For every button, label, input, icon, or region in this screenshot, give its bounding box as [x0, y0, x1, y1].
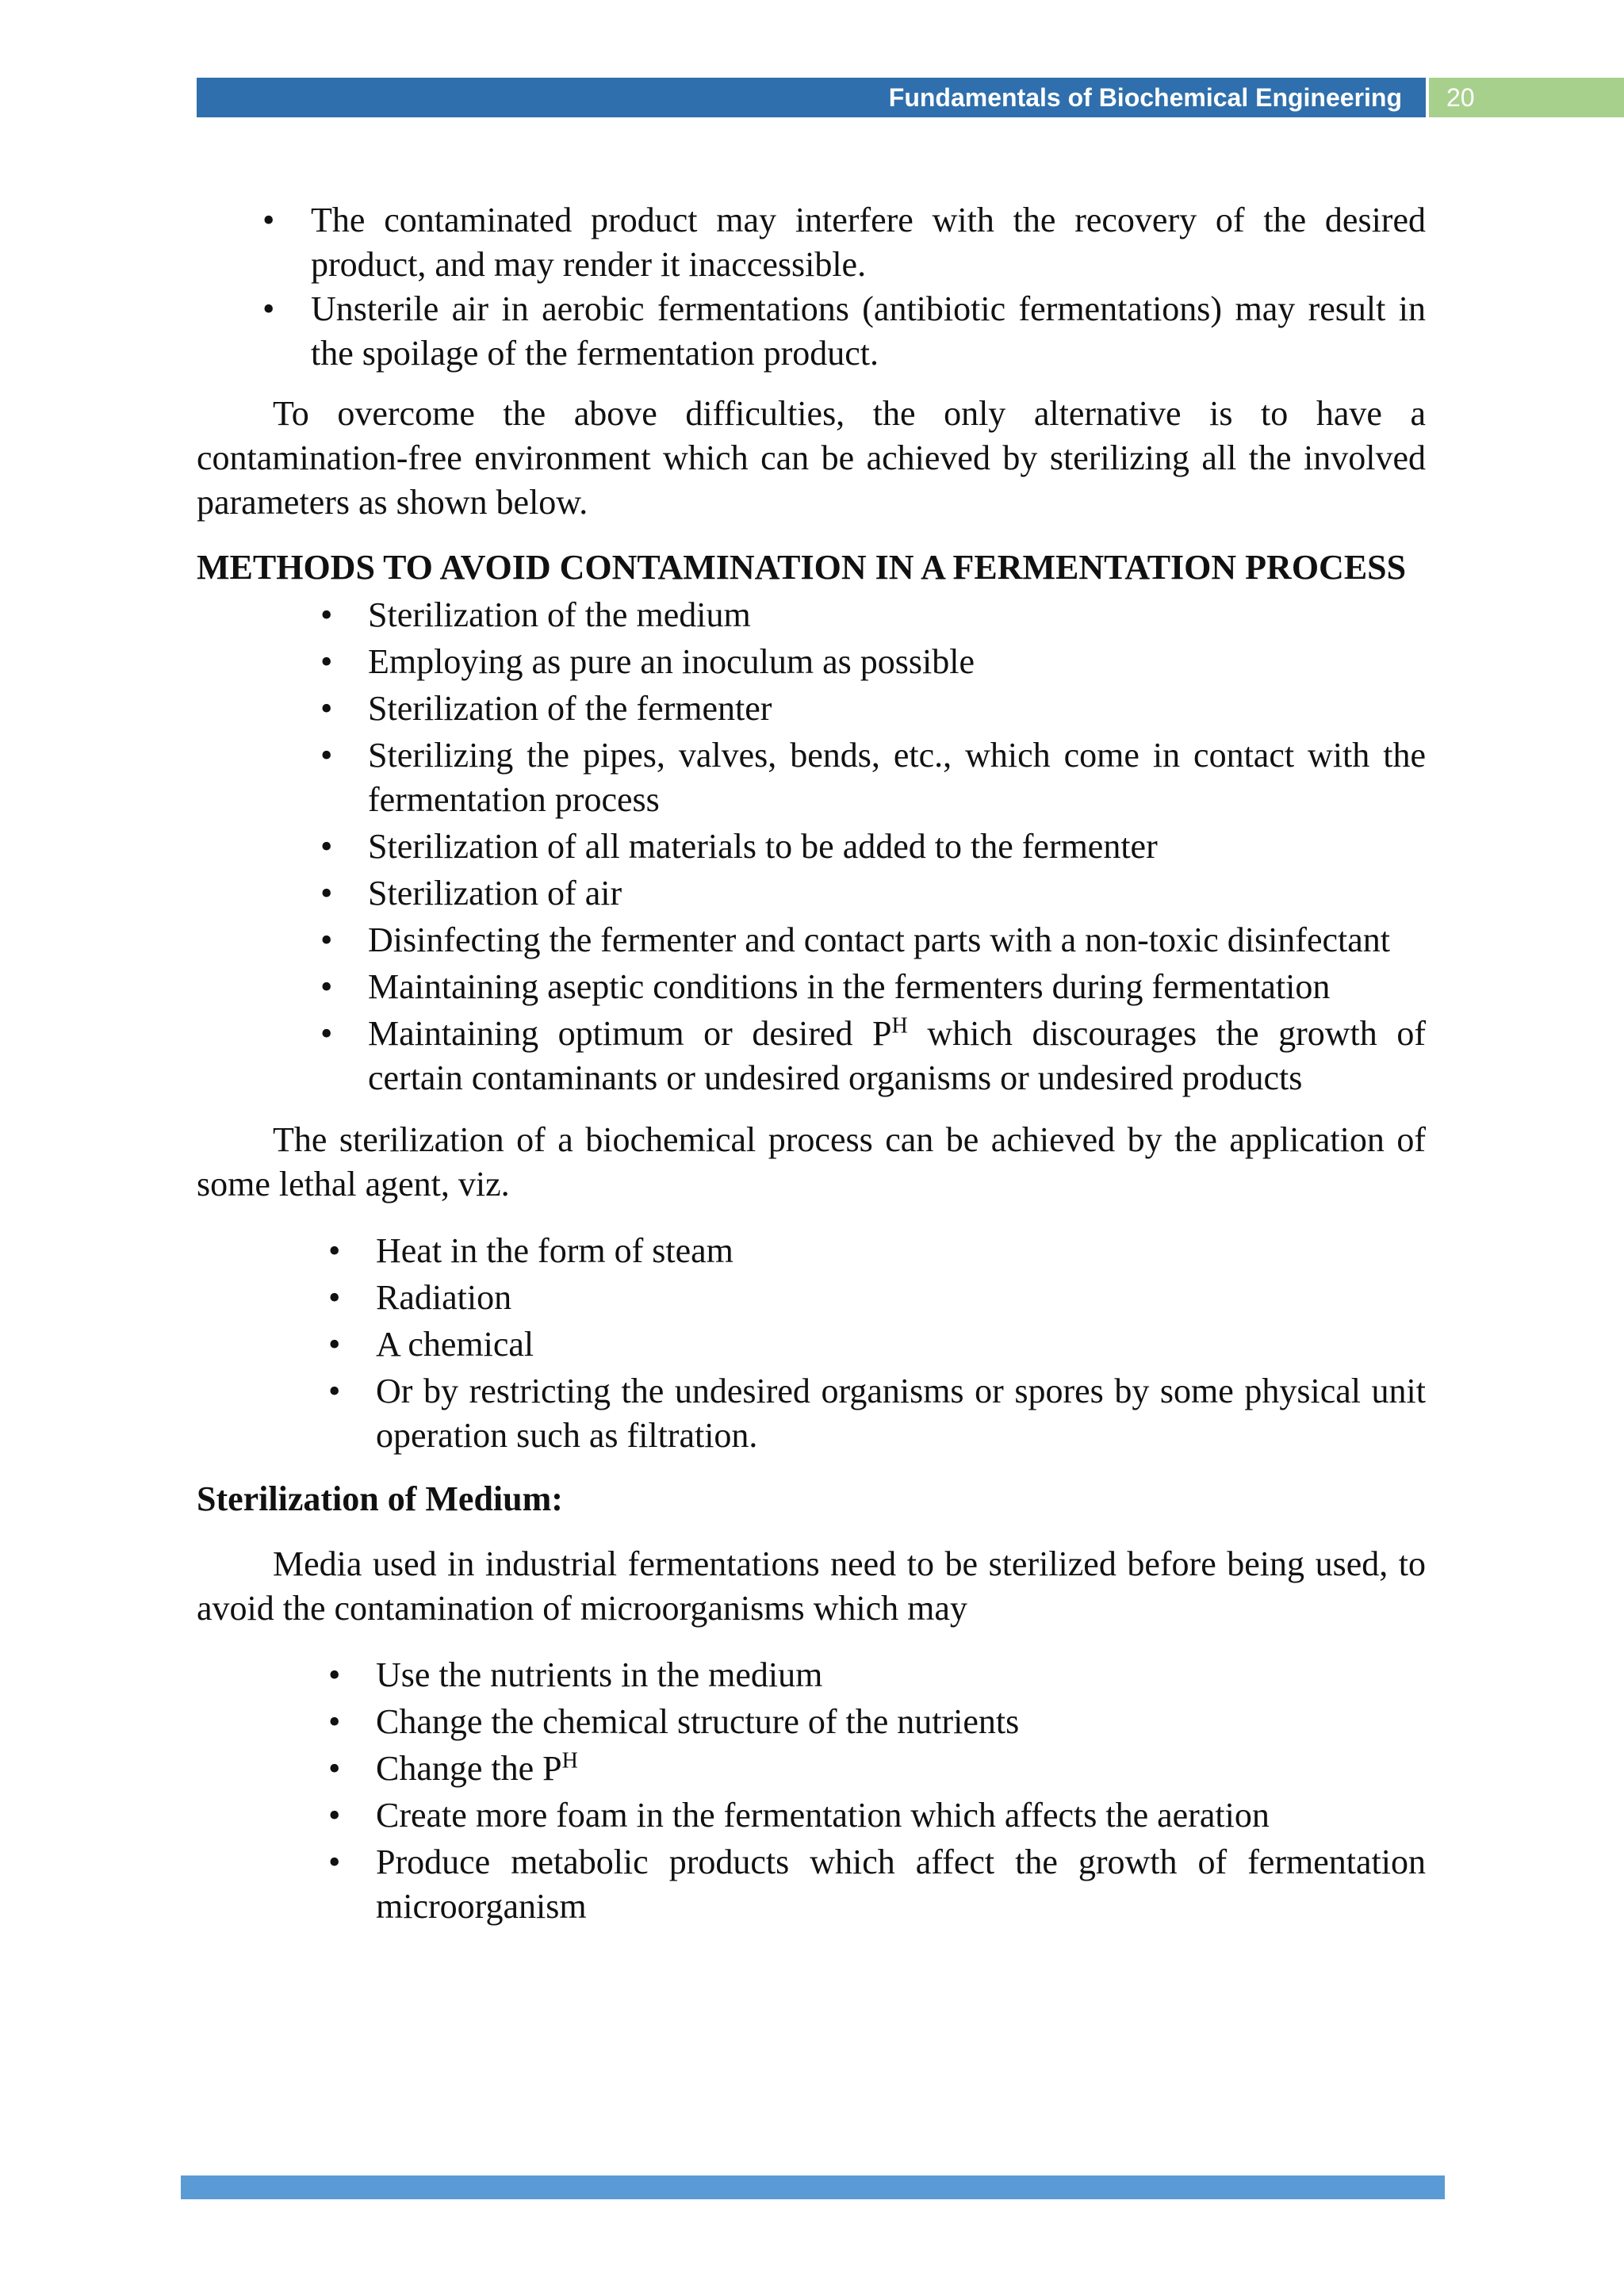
ph-superscript: H [561, 1748, 578, 1774]
medium-effects-list [197, 1653, 1426, 1929]
bullet-icon: • [328, 1843, 341, 1881]
list-item: • A chemical [197, 1322, 1426, 1367]
bullet-icon: • [320, 736, 333, 775]
list-item: • Heat in the form of steam [197, 1229, 1426, 1273]
methods-bullet-list [197, 593, 1426, 1100]
bullet-icon: • [328, 1796, 341, 1835]
list-item: • The contaminated product may interfere with the recovery of the desired product, and may render it inaccessible. [197, 198, 1426, 287]
methods-heading: METHODS TO AVOID CONTAMINATION IN A FERMENTATION PROCESS [197, 548, 1407, 587]
list-item: • Change the $P^H$ [197, 1747, 1426, 1791]
bullet-icon: • [262, 289, 275, 328]
list-item: • Radiation [197, 1276, 1426, 1320]
bullet-icon: • [328, 1702, 341, 1741]
footer-bar [181, 2175, 1445, 2199]
ph-superscript: H [891, 1013, 908, 1039]
paragraph-overcome: To overcome the above difficulties, the only alternative is to have a contamination-free environment which can be achieved by sterilizing all the involved parameters as shown below. [197, 394, 1426, 522]
list-item: • Sterilization of the fermenter [197, 687, 1426, 731]
bullet-icon: • [320, 689, 333, 728]
list-item: • Maintaining aseptic conditions in the fermenters during fermentation [197, 965, 1426, 1009]
bullet-icon: • [320, 920, 333, 959]
bullet-icon: • [328, 1749, 341, 1788]
bullet-icon: • [328, 1231, 341, 1270]
page-content [197, 198, 1426, 1929]
list-item: • Sterilizing the pipes, valves, bends, etc., which come in contact with the fermentation process [197, 733, 1426, 822]
header-bar [197, 78, 1426, 117]
list-item: • Maintaining optimum or desired $P^H$ which discourages the growth of certain contaminants or undesired organisms or undesired products [197, 1012, 1426, 1100]
list-item: • Sterilization of the medium [197, 593, 1426, 637]
header-title: Fundamentals of Biochemical Engineering [888, 83, 1402, 112]
bullet-icon: • [262, 201, 275, 239]
list-item: • Use the nutrients in the medium [197, 1653, 1426, 1697]
bullet-icon: • [320, 874, 333, 913]
list-item: • Sterilization of air [197, 871, 1426, 916]
lethal-agents-list [197, 1229, 1426, 1458]
bullet-icon: • [320, 967, 333, 1006]
list-item: • Disinfecting the fermenter and contact parts with a non-toxic disinfectant [197, 918, 1426, 962]
list-item: • Change the chemical structure of the nutrients [197, 1700, 1426, 1744]
header-page-box [1429, 78, 1624, 117]
bullet-icon: • [320, 1014, 333, 1053]
list-item: • Produce metabolic products which affect the growth of fermentation microorganism [197, 1840, 1426, 1929]
bullet-icon: • [320, 642, 333, 681]
page-number: 20 [1446, 83, 1475, 112]
bullet-icon: • [328, 1655, 341, 1694]
list-item: • Unsterile air in aerobic fermentations (antibiotic fermentations) may result in the spoilage of the fermentation product. [197, 287, 1426, 376]
paragraph-medium: Media used in industrial fermentations need to be sterilized before being used, to avoid the contamination of microorganisms which may [197, 1544, 1426, 1628]
paragraph-lethal: The sterilization of a biochemical process can be achieved by the application of some lethal agent, viz. [197, 1120, 1426, 1203]
list-item: • Create more foam in the fermentation which affects the aeration [197, 1793, 1426, 1838]
bullet-icon: • [328, 1325, 341, 1364]
list-item: • Or by restricting the undesired organisms or spores by some physical unit operation such as filtration. [197, 1369, 1426, 1458]
bullet-icon: • [320, 595, 333, 634]
list-item: • Sterilization of all materials to be added to the fermenter [197, 825, 1426, 869]
intro-bullet-list [197, 198, 1426, 376]
medium-heading: Sterilization of Medium: [197, 1479, 563, 1518]
bullet-icon: • [328, 1372, 341, 1410]
bullet-icon: • [320, 827, 333, 866]
list-item: • Employing as pure an inoculum as possible [197, 640, 1426, 684]
bullet-icon: • [328, 1278, 341, 1317]
